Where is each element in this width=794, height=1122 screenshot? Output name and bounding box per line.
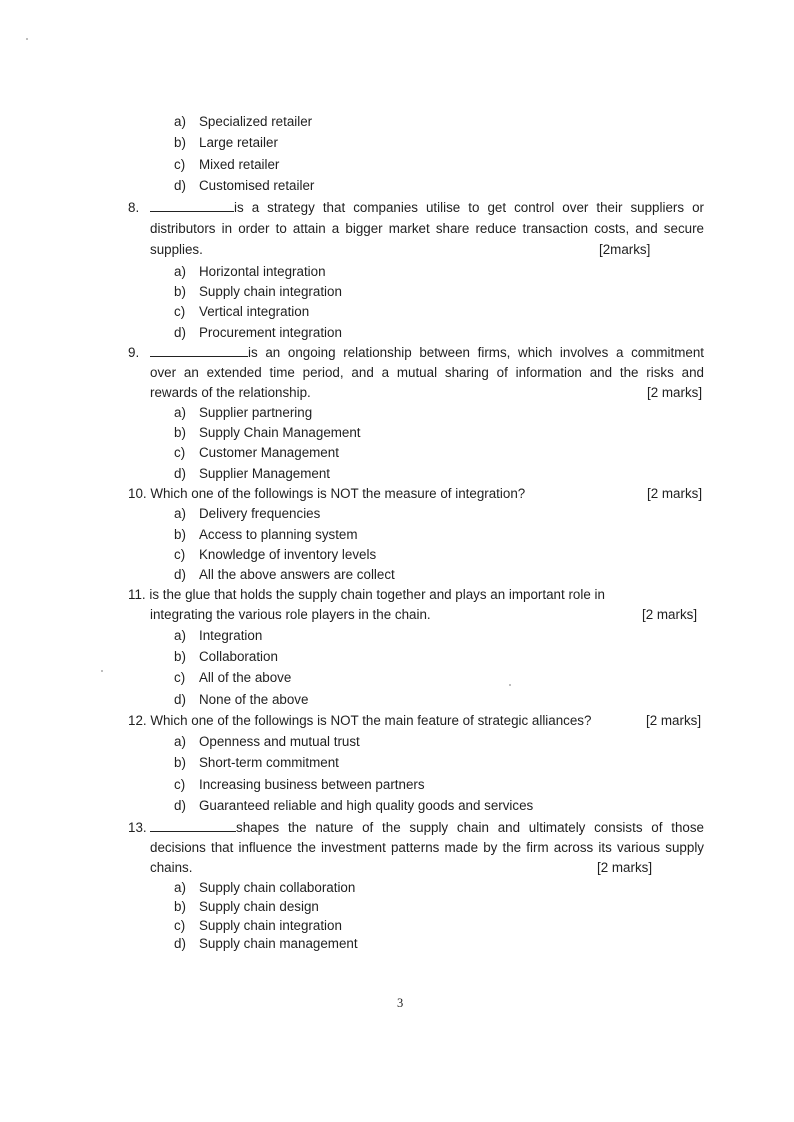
- q7-option-b: b) Large retailer: [174, 135, 278, 150]
- q11-option-b: b) Collaboration: [174, 649, 278, 664]
- q12-option-b: b) Short-term commitment: [174, 755, 339, 770]
- scan-speck: [101, 670, 103, 672]
- q10-stem: 10. Which one of the followings is NOT the measure of integration?: [128, 486, 526, 501]
- q9-option-b: b) Supply Chain Management: [174, 425, 361, 440]
- q10-marks: [2 marks]: [647, 486, 703, 501]
- q8-stem-line2: distributors in order to attain a bigger market share reduce transaction costs, and secure: [150, 221, 704, 236]
- q13-marks: [2 marks]: [597, 860, 653, 875]
- q13-option-a: a) Supply chain collaboration: [174, 880, 356, 895]
- q13-option-c: c) Supply chain integration: [174, 918, 342, 933]
- q7-option-a: a) Specialized retailer: [174, 114, 313, 129]
- q9-stem-line3: rewards of the relationship.: [150, 385, 311, 400]
- q10-option-a: a) Delivery frequencies: [174, 506, 321, 521]
- q7-option-c: c) Mixed retailer: [174, 157, 280, 172]
- q9-marks: [2 marks]: [647, 385, 703, 400]
- scan-speck: [26, 38, 28, 40]
- scan-speck: [509, 684, 511, 686]
- page-number: 3: [397, 996, 404, 1010]
- q13-stem-line2: decisions that influence the investment patterns made by the firm across its various supply: [150, 840, 704, 855]
- q10-option-c: c) Knowledge of inventory levels: [174, 547, 377, 562]
- q12-option-a: a) Openness and mutual trust: [174, 734, 360, 749]
- q10-option-d: d) All the above answers are collect: [174, 567, 395, 582]
- q8-option-c: c) Vertical integration: [174, 304, 310, 319]
- q9-stem-line1: is an ongoing relationship between firms, which involves a commitment: [150, 345, 704, 360]
- q11-stem-line2: integrating the various role players in the chain.: [150, 607, 431, 622]
- q11-option-a: a) Integration: [174, 628, 263, 643]
- q12-option-c: c) Increasing business between partners: [174, 777, 425, 792]
- q8-stem-line1: is a strategy that companies utilise to get control over their suppliers or: [150, 200, 704, 215]
- q13-stem-line1: shapes the nature of the supply chain and ultimately consists of those: [150, 820, 704, 835]
- q9-option-a: a) Supplier partnering: [174, 405, 313, 420]
- q11-stem-line1: 11. is the glue that holds the supply chain together and plays an important role in: [128, 587, 605, 602]
- q11-option-d: d) None of the above: [174, 692, 309, 707]
- q9-option-c: c) Customer Management: [174, 445, 339, 460]
- q8-stem-line3: supplies.: [150, 242, 203, 257]
- q8-option-d: d) Procurement integration: [174, 325, 342, 340]
- q9-stem-line2: over an extended time period, and a mutual sharing of information and the risks and: [150, 365, 704, 380]
- q10-option-b: b) Access to planning system: [174, 527, 358, 542]
- q11-marks: [2 marks]: [642, 607, 698, 622]
- q13-option-b: b) Supply chain design: [174, 899, 319, 914]
- q7-option-d: d) Customised retailer: [174, 178, 315, 193]
- q8-number: 8.: [128, 200, 140, 215]
- q11-option-c: c) All of the above: [174, 670, 292, 685]
- answer-blank: [150, 820, 236, 832]
- q13-stem-line3: chains.: [150, 860, 193, 875]
- q8-marks: [2marks]: [599, 242, 651, 257]
- q9-option-d: d) Supplier Management: [174, 466, 331, 481]
- answer-blank: [150, 345, 248, 357]
- q8-option-a: a) Horizontal integration: [174, 264, 326, 279]
- q13-number: 13.: [128, 820, 147, 835]
- q9-number: 9.: [128, 345, 140, 360]
- q8-option-b: b) Supply chain integration: [174, 284, 342, 299]
- q12-stem: 12. Which one of the followings is NOT the main feature of strategic alliances?: [128, 713, 592, 728]
- q13-option-d: d) Supply chain management: [174, 936, 358, 951]
- answer-blank: [150, 200, 234, 212]
- q12-marks: [2 marks]: [646, 713, 702, 728]
- q12-option-d: d) Guaranteed reliable and high quality goods and services: [174, 798, 534, 813]
